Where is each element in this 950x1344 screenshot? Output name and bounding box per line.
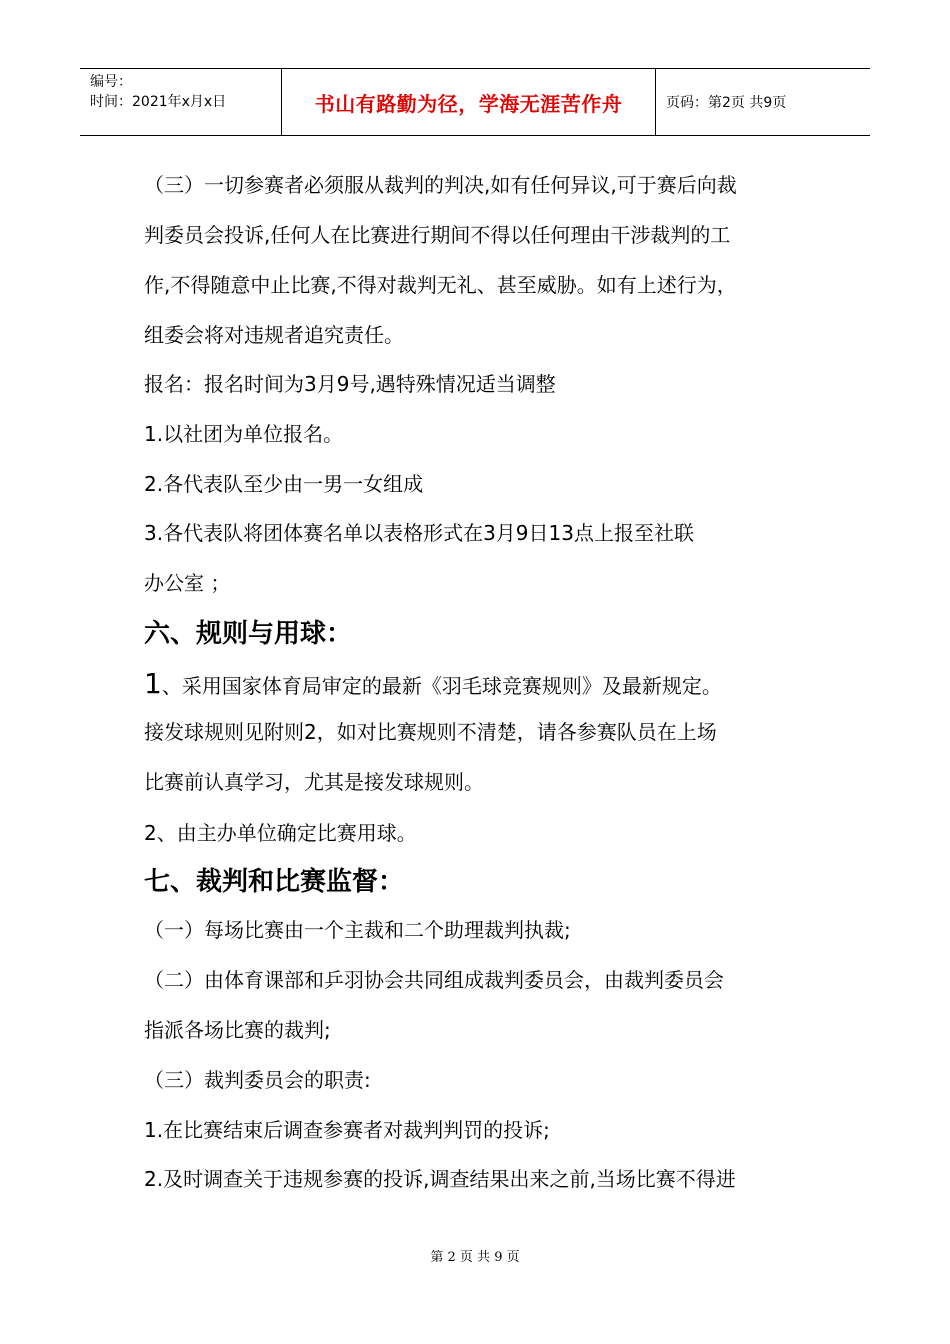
registration-line: 报名：报名时间为3月9号,遇特殊情况适当调整 xyxy=(144,372,556,396)
body-line: 判委员会投诉,任何人在比赛进行期间不得以任何理由干涉裁判的工 xyxy=(144,223,731,247)
page-footer: 第 2 页 共 9 页 xyxy=(430,1250,520,1265)
header-page-cell xyxy=(656,69,870,135)
referee-line: 指派各场比赛的裁判; xyxy=(144,1018,331,1042)
registration-item: 2.各代表队至少由一男一女组成 xyxy=(144,472,424,496)
rule-text: 、采用国家体育局审定的最新《羽毛球竞赛规则》及最新规定。 xyxy=(161,674,722,698)
header-meta-cell xyxy=(80,69,282,135)
registration-item: 3.各代表队将团体赛名单以表格形式在3月9日13点上报至社联 xyxy=(144,521,694,545)
rule-item xyxy=(144,668,722,702)
serial-number-label: 编号： xyxy=(90,74,132,90)
rule-number: 1 xyxy=(144,667,162,700)
section-heading-referees: 七、裁判和比赛监督： xyxy=(144,867,405,897)
body-line: 组委会将对违规者追究责任。 xyxy=(144,323,404,347)
page-header xyxy=(80,68,870,136)
registration-item: 办公室 ； xyxy=(144,571,231,595)
referee-line: （三）裁判委员会的职责: xyxy=(144,1068,371,1092)
referee-line: 1.在比赛结束后调查参赛者对裁判判罚的投诉; xyxy=(144,1118,550,1142)
body-line: （三）一切参赛者必须服从裁判的判决,如有任何异议,可于赛后向裁 xyxy=(144,173,737,197)
referee-line: 2.及时调查关于违规参赛的投诉,调查结果出来之前,当场比赛不得进 xyxy=(144,1167,736,1191)
rule-line: 接发球规则见附则2，如对比赛规则不清楚，请各参赛队员在上场 xyxy=(144,720,717,744)
rule-line: 2、由主办单位确定比赛用球。 xyxy=(144,821,417,845)
rule-line: 比赛前认真学习，尤其是接发球规则。 xyxy=(144,770,484,794)
header-page-info: 页码：第2页 共9页 xyxy=(666,95,787,111)
header-motto-cell xyxy=(282,69,656,135)
section-heading-rules: 六、规则与用球： xyxy=(144,619,353,649)
registration-item: 1.以社团为单位报名。 xyxy=(144,422,344,446)
body-line: 作,不得随意中止比赛,不得对裁判无礼、甚至威胁。如有上述行为， xyxy=(144,273,737,297)
referee-line: （二）由体育课部和乒羽协会共同组成裁判委员会，由裁判委员会 xyxy=(144,968,724,992)
referee-line: （一）每场比赛由一个主裁和二个助理裁判执裁; xyxy=(144,918,571,942)
date-label: 时间：2021年x月x日 xyxy=(90,94,227,110)
header-motto: 书山有路勤为径，学海无涯苦作舟 xyxy=(314,91,623,116)
